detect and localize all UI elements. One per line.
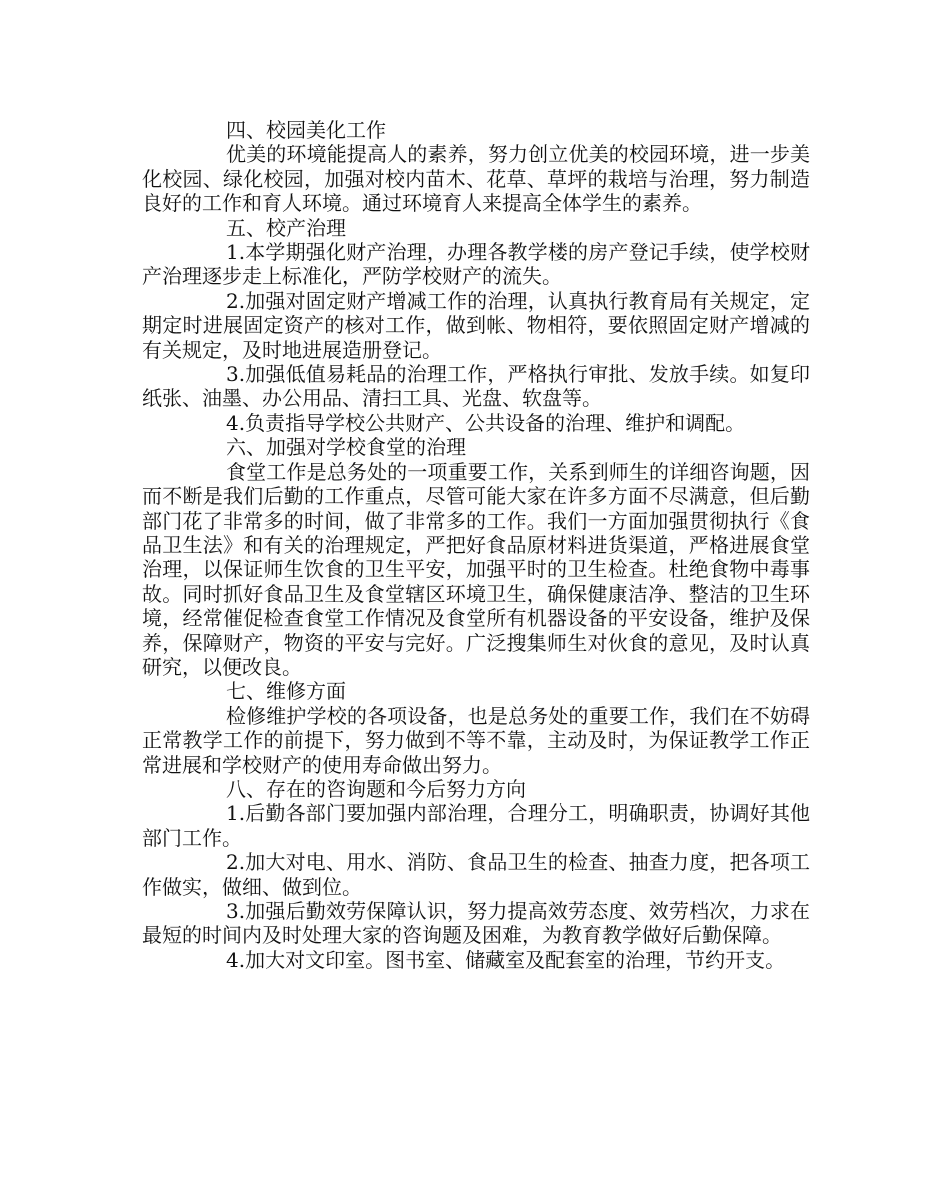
section-heading-problems-and-direction: 八、存在的咨询题和今后努力方向 [226,776,526,801]
section-heading-maintenance: 七、维修方面 [226,679,346,704]
section-heading-campus-beautification: 四、校园美化工作 [226,118,386,142]
section-heading-canteen: 六、加强对学校食堂的治理 [226,435,466,460]
list-item-direction-1: 1.后勤各部门要加强内部治理，合理分工，明确职责，协调好其他部门工作。 [142,801,810,850]
list-item-property-4: 4.负责指导学校公共财产、公共设备的治理、维护和调配。 [226,410,746,435]
paragraph-campus-environment: 优美的环境能提高人的素养，努力创立优美的校园环境，进一步美化校园、绿化校园，加强对校内苗木、花草、草坪的栽培与治理，努力制造良好的工作和育人环境。通过环境育人来提高全体学生的素养。 [142,142,810,216]
paragraph-maintenance: 检修维护学校的各项设备，也是总务处的重要工作，我们在不妨碍正常教学工作的前提下，努力做到不等不靠，主动及时，为保证教学工作正常进展和学校财产的使用寿命做出努力。 [142,703,810,777]
list-item-direction-4: 4.加大对文印室。图书室、储藏室及配套室的治理，节约开支。 [226,947,786,972]
list-item-property-3: 3.加强低值易耗品的治理工作，严格执行审批、发放手续。如复印纸张、油墨、办公用品、清扫工具、光盘、软盘等。 [142,362,810,411]
list-item-direction-2: 2.加大对电、用水、消防、食品卫生的检查、抽查力度，把各项工作做实，做细、做到位。 [142,850,810,899]
section-heading-property-management: 五、校产治理 [226,215,346,240]
list-item-property-2: 2.加强对固定财产增减工作的治理，认真执行教育局有关规定，定期定时进展固定资产的核对工作，做到帐、物相符，要依照固定财产增减的有关规定，及时地进展造册登记。 [142,288,810,362]
paragraph-canteen-work: 食堂工作是总务处的一项重要工作，关系到师生的详细咨询题，因而不断是我们后勤的工作重点，尽管可能大家在许多方面不尽满意，但后勤部门花了非常多的时间，做了非常多的工作。我们一方面加强贯彻执行《食品卫生法》和有关的治理规定，严把好食品原材料进货渠道，严格进展食堂治理，以保证师生饮食的卫生平安，加强平时的卫生检查。杜绝食物中毒事故。同时抓好食品卫生及食堂辖区环境卫生，确保健康洁净、整洁的卫生环境，经常催促检查食堂工作情况及食堂所有机器设备的平安设备，维护及保养，保障财产，物资的平安与完好。广泛搜集师生对伙食的意见，及时认真研究，以便改良。 [142,459,810,679]
list-item-property-1: 1.本学期强化财产治理，办理各教学楼的房产登记手续，使学校财产治理逐步走上标准化，严防学校财产的流失。 [142,240,810,289]
document-body [142,118,810,972]
list-item-direction-3: 3.加强后勤效劳保障认识，努力提高效劳态度、效劳档次，力求在最短的时间内及时处理大家的咨询题及困难，为教育教学做好后勤保障。 [142,899,810,948]
